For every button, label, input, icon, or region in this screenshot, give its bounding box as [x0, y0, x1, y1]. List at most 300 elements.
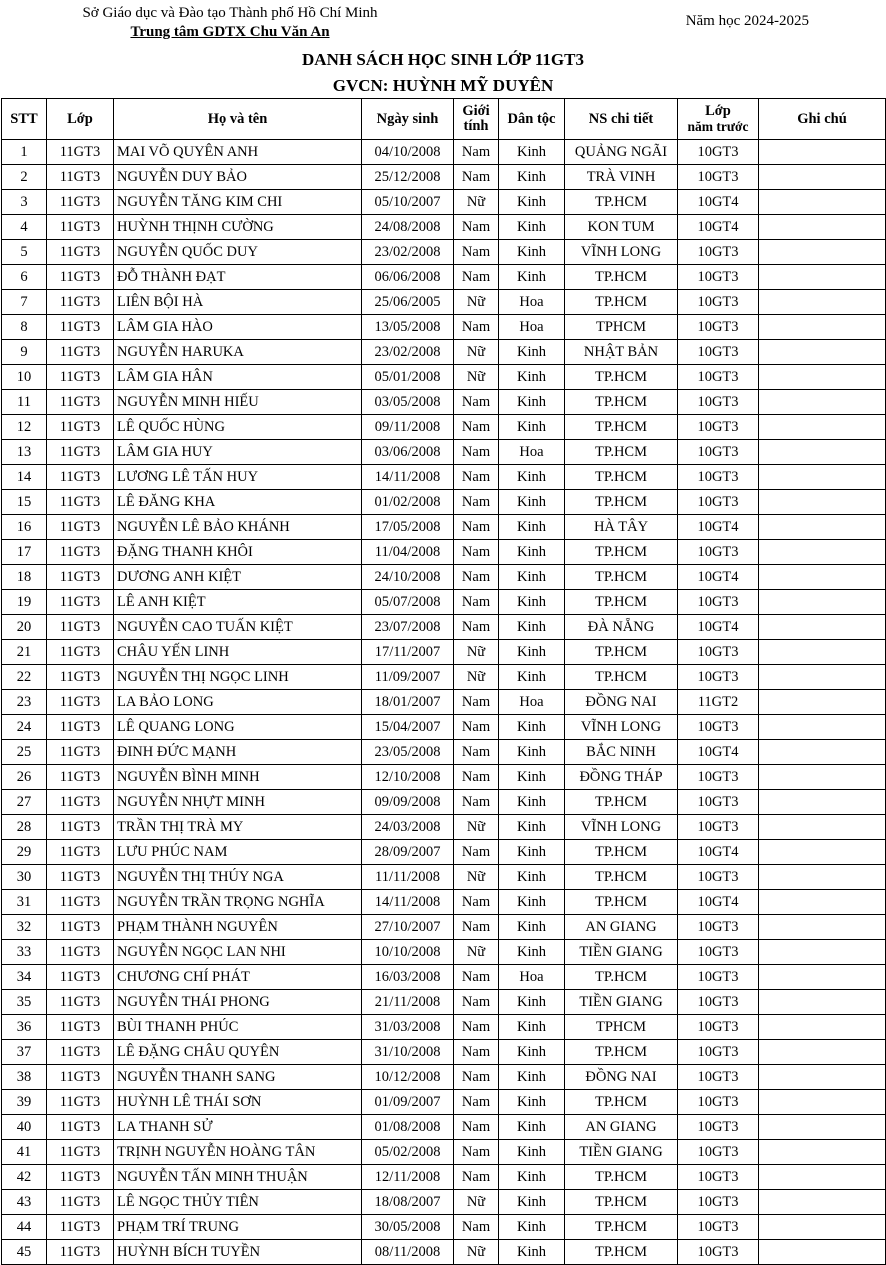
cell-class: 11GT3	[47, 140, 114, 165]
cell-previous-class: 10GT3	[678, 1215, 759, 1240]
header-previous-class-line2: năm trước	[687, 119, 749, 134]
cell-gender: Nam	[454, 515, 499, 540]
cell-ethnicity: Kinh	[499, 790, 565, 815]
cell-notes	[759, 890, 886, 915]
cell-full-name: NGUYỄN THÁI PHONG	[114, 990, 362, 1015]
cell-stt: 35	[2, 990, 47, 1015]
cell-previous-class: 10GT4	[678, 215, 759, 240]
table-row	[2, 840, 886, 865]
cell-class: 11GT3	[47, 390, 114, 415]
cell-previous-class: 10GT3	[678, 165, 759, 190]
cell-stt: 9	[2, 340, 47, 365]
cell-previous-class: 10GT3	[678, 1090, 759, 1115]
cell-gender: Nam	[454, 615, 499, 640]
cell-notes	[759, 315, 886, 340]
header-birthplace: NS chi tiết	[565, 99, 678, 140]
cell-gender: Nam	[454, 715, 499, 740]
cell-class: 11GT3	[47, 315, 114, 340]
cell-stt: 36	[2, 1015, 47, 1040]
cell-gender: Nữ	[454, 340, 499, 365]
cell-birthplace: ĐÀ NẴNG	[565, 615, 678, 640]
table-row	[2, 140, 886, 165]
cell-stt: 27	[2, 790, 47, 815]
cell-class: 11GT3	[47, 790, 114, 815]
cell-previous-class: 10GT3	[678, 415, 759, 440]
cell-birth-date: 10/12/2008	[362, 1065, 454, 1090]
cell-birth-date: 11/09/2007	[362, 665, 454, 690]
cell-full-name: LÊ NGỌC THỦY TIÊN	[114, 1190, 362, 1215]
cell-full-name: LÊ QUANG LONG	[114, 715, 362, 740]
cell-birth-date: 05/01/2008	[362, 365, 454, 390]
cell-full-name: NGUYỄN MINH HIẾU	[114, 390, 362, 415]
cell-class: 11GT3	[47, 1240, 114, 1265]
cell-full-name: PHẠM THÀNH NGUYÊN	[114, 915, 362, 940]
cell-gender: Nam	[454, 1040, 499, 1065]
cell-full-name: TRẦN THỊ TRÀ MY	[114, 815, 362, 840]
cell-class: 11GT3	[47, 665, 114, 690]
cell-class: 11GT3	[47, 565, 114, 590]
cell-birth-date: 16/03/2008	[362, 965, 454, 990]
cell-stt: 16	[2, 515, 47, 540]
cell-stt: 21	[2, 640, 47, 665]
table-row	[2, 790, 886, 815]
cell-birthplace: TP.HCM	[565, 415, 678, 440]
cell-birthplace: TP.HCM	[565, 440, 678, 465]
cell-class: 11GT3	[47, 440, 114, 465]
cell-stt: 4	[2, 215, 47, 240]
cell-stt: 6	[2, 265, 47, 290]
cell-gender: Nữ	[454, 1190, 499, 1215]
cell-gender: Nam	[454, 1065, 499, 1090]
cell-previous-class: 10GT3	[678, 1190, 759, 1215]
table-row	[2, 690, 886, 715]
cell-birthplace: VĨNH LONG	[565, 815, 678, 840]
cell-birthplace: QUẢNG NGÃI	[565, 140, 678, 165]
cell-previous-class: 10GT3	[678, 290, 759, 315]
cell-notes	[759, 1165, 886, 1190]
cell-stt: 24	[2, 715, 47, 740]
cell-full-name: LÂM GIA HUY	[114, 440, 362, 465]
cell-ethnicity: Kinh	[499, 765, 565, 790]
table-row	[2, 215, 886, 240]
cell-birthplace: TIỀN GIANG	[565, 940, 678, 965]
cell-stt: 5	[2, 240, 47, 265]
cell-class: 11GT3	[47, 1190, 114, 1215]
table-row	[2, 715, 886, 740]
table-row	[2, 940, 886, 965]
cell-birth-date: 05/10/2007	[362, 190, 454, 215]
cell-notes	[759, 815, 886, 840]
cell-previous-class: 10GT3	[678, 465, 759, 490]
cell-class: 11GT3	[47, 340, 114, 365]
cell-notes	[759, 1190, 886, 1215]
table-row	[2, 1065, 886, 1090]
cell-full-name: CHƯƠNG CHÍ PHÁT	[114, 965, 362, 990]
cell-class: 11GT3	[47, 1165, 114, 1190]
cell-birthplace: TIỀN GIANG	[565, 1140, 678, 1165]
cell-previous-class: 10GT3	[678, 1115, 759, 1140]
cell-birth-date: 05/02/2008	[362, 1140, 454, 1165]
cell-gender: Nam	[454, 415, 499, 440]
cell-class: 11GT3	[47, 615, 114, 640]
cell-birthplace: TP.HCM	[565, 365, 678, 390]
cell-notes	[759, 340, 886, 365]
cell-birthplace: TP.HCM	[565, 565, 678, 590]
cell-birth-date: 23/02/2008	[362, 340, 454, 365]
cell-stt: 25	[2, 740, 47, 765]
cell-birthplace: TP.HCM	[565, 890, 678, 915]
cell-birthplace: TP.HCM	[565, 265, 678, 290]
cell-notes	[759, 1065, 886, 1090]
cell-class: 11GT3	[47, 1090, 114, 1115]
cell-gender: Nam	[454, 1215, 499, 1240]
cell-birthplace: NHẬT BẢN	[565, 340, 678, 365]
cell-previous-class: 10GT3	[678, 965, 759, 990]
cell-birthplace: TP.HCM	[565, 1090, 678, 1115]
cell-full-name: LA THANH SỬ	[114, 1115, 362, 1140]
table-row	[2, 1240, 886, 1265]
cell-ethnicity: Kinh	[499, 190, 565, 215]
cell-stt: 28	[2, 815, 47, 840]
table-row	[2, 965, 886, 990]
table-row	[2, 865, 886, 890]
cell-previous-class: 10GT3	[678, 540, 759, 565]
cell-previous-class: 10GT4	[678, 615, 759, 640]
cell-stt: 26	[2, 765, 47, 790]
page-title: DANH SÁCH HỌC SINH LỚP 11GT3	[302, 50, 584, 69]
cell-birth-date: 12/10/2008	[362, 765, 454, 790]
cell-full-name: NGUYỄN QUỐC DUY	[114, 240, 362, 265]
cell-class: 11GT3	[47, 690, 114, 715]
cell-previous-class: 10GT3	[678, 265, 759, 290]
cell-stt: 29	[2, 840, 47, 865]
cell-class: 11GT3	[47, 840, 114, 865]
cell-birthplace: VĨNH LONG	[565, 715, 678, 740]
cell-previous-class: 10GT3	[678, 990, 759, 1015]
table-row	[2, 915, 886, 940]
table-row	[2, 165, 886, 190]
cell-gender: Nam	[454, 765, 499, 790]
cell-class: 11GT3	[47, 265, 114, 290]
cell-class: 11GT3	[47, 1115, 114, 1140]
cell-gender: Nam	[454, 1115, 499, 1140]
cell-previous-class: 10GT4	[678, 515, 759, 540]
table-row	[2, 1090, 886, 1115]
header-gender	[454, 99, 499, 140]
cell-full-name: CHÂU YẾN LINH	[114, 640, 362, 665]
cell-gender: Nam	[454, 840, 499, 865]
cell-birthplace: TP.HCM	[565, 665, 678, 690]
cell-previous-class: 10GT3	[678, 815, 759, 840]
cell-class: 11GT3	[47, 915, 114, 940]
header-ethnicity: Dân tộc	[499, 99, 565, 140]
cell-notes	[759, 1240, 886, 1265]
table-row	[2, 815, 886, 840]
cell-notes	[759, 990, 886, 1015]
cell-stt: 15	[2, 490, 47, 515]
cell-stt: 13	[2, 440, 47, 465]
cell-ethnicity: Kinh	[499, 665, 565, 690]
cell-notes	[759, 540, 886, 565]
cell-full-name: PHẠM TRÍ TRUNG	[114, 1215, 362, 1240]
cell-previous-class: 10GT3	[678, 440, 759, 465]
cell-previous-class: 10GT3	[678, 915, 759, 940]
cell-gender: Nam	[454, 540, 499, 565]
cell-gender: Nữ	[454, 865, 499, 890]
cell-full-name: NGUYỄN DUY BẢO	[114, 165, 362, 190]
cell-class: 11GT3	[47, 1015, 114, 1040]
teacher-title: GVCN: HUỲNH MỸ DUYÊN	[332, 76, 554, 95]
student-table	[1, 98, 886, 1265]
cell-gender: Nam	[454, 1165, 499, 1190]
cell-previous-class: 10GT3	[678, 315, 759, 340]
cell-birth-date: 24/03/2008	[362, 815, 454, 840]
cell-birthplace: TP.HCM	[565, 865, 678, 890]
table-row	[2, 1140, 886, 1165]
cell-ethnicity: Kinh	[499, 1040, 565, 1065]
cell-birthplace: TPHCM	[565, 315, 678, 340]
cell-gender: Nam	[454, 740, 499, 765]
cell-notes	[759, 1040, 886, 1065]
table-row	[2, 1190, 886, 1215]
cell-full-name: NGUYỄN HARUKA	[114, 340, 362, 365]
cell-stt: 40	[2, 1115, 47, 1140]
header-birth-date: Ngày sinh	[362, 99, 454, 140]
header-previous-class	[678, 99, 759, 140]
cell-birthplace: AN GIANG	[565, 1115, 678, 1140]
cell-previous-class: 10GT3	[678, 1065, 759, 1090]
cell-notes	[759, 640, 886, 665]
cell-full-name: NGUYỄN NHỰT MINH	[114, 790, 362, 815]
cell-class: 11GT3	[47, 865, 114, 890]
cell-birthplace: TP.HCM	[565, 590, 678, 615]
cell-gender: Nam	[454, 690, 499, 715]
cell-gender: Nam	[454, 1090, 499, 1115]
cell-birthplace: TP.HCM	[565, 965, 678, 990]
cell-previous-class: 10GT3	[678, 390, 759, 415]
cell-ethnicity: Kinh	[499, 815, 565, 840]
cell-stt: 18	[2, 565, 47, 590]
cell-full-name: LÂM GIA HÂN	[114, 365, 362, 390]
cell-stt: 20	[2, 615, 47, 640]
cell-notes	[759, 515, 886, 540]
cell-full-name: NGUYỄN TẤN MINH THUẬN	[114, 1165, 362, 1190]
cell-birthplace: TP.HCM	[565, 1165, 678, 1190]
cell-stt: 41	[2, 1140, 47, 1165]
cell-birth-date: 13/05/2008	[362, 315, 454, 340]
cell-birthplace: TIỀN GIANG	[565, 990, 678, 1015]
cell-previous-class: 10GT3	[678, 140, 759, 165]
cell-birth-date: 03/06/2008	[362, 440, 454, 465]
cell-birthplace: TP.HCM	[565, 290, 678, 315]
cell-stt: 14	[2, 465, 47, 490]
cell-class: 11GT3	[47, 1065, 114, 1090]
cell-stt: 37	[2, 1040, 47, 1065]
cell-stt: 22	[2, 665, 47, 690]
cell-birth-date: 03/05/2008	[362, 390, 454, 415]
table-row	[2, 465, 886, 490]
cell-gender: Nam	[454, 1015, 499, 1040]
cell-full-name: LÊ ANH KIỆT	[114, 590, 362, 615]
cell-full-name: NGUYỄN THỊ NGỌC LINH	[114, 665, 362, 690]
table-row	[2, 1165, 886, 1190]
cell-birth-date: 24/10/2008	[362, 565, 454, 590]
cell-notes	[759, 1215, 886, 1240]
table-row	[2, 415, 886, 440]
cell-class: 11GT3	[47, 890, 114, 915]
cell-gender: Nam	[454, 790, 499, 815]
cell-birth-date: 14/11/2008	[362, 890, 454, 915]
table-row	[2, 315, 886, 340]
cell-full-name: NGUYỄN TĂNG KIM CHI	[114, 190, 362, 215]
cell-notes	[759, 365, 886, 390]
cell-birth-date: 31/03/2008	[362, 1015, 454, 1040]
cell-birth-date: 30/05/2008	[362, 1215, 454, 1240]
school-year: Năm học 2024-2025	[685, 13, 809, 29]
cell-gender: Nam	[454, 215, 499, 240]
cell-full-name: LÊ QUỐC HÙNG	[114, 415, 362, 440]
cell-stt: 8	[2, 315, 47, 340]
cell-birthplace: ĐỒNG THÁP	[565, 765, 678, 790]
cell-notes	[759, 665, 886, 690]
cell-class: 11GT3	[47, 515, 114, 540]
cell-stt: 42	[2, 1165, 47, 1190]
cell-notes	[759, 165, 886, 190]
cell-ethnicity: Kinh	[499, 590, 565, 615]
cell-notes	[759, 290, 886, 315]
cell-notes	[759, 415, 886, 440]
cell-birthplace: ĐỒNG NAI	[565, 690, 678, 715]
cell-class: 11GT3	[47, 965, 114, 990]
cell-birthplace: TP.HCM	[565, 640, 678, 665]
cell-stt: 33	[2, 940, 47, 965]
cell-birthplace: TP.HCM	[565, 1215, 678, 1240]
cell-previous-class: 10GT3	[678, 590, 759, 615]
cell-previous-class: 10GT3	[678, 715, 759, 740]
cell-ethnicity: Kinh	[499, 515, 565, 540]
cell-full-name: LÊ ĐĂNG KHA	[114, 490, 362, 515]
cell-class: 11GT3	[47, 990, 114, 1015]
table-row	[2, 590, 886, 615]
cell-class: 11GT3	[47, 1040, 114, 1065]
table-row	[2, 290, 886, 315]
cell-notes	[759, 840, 886, 865]
cell-full-name: ĐẶNG THANH KHÔI	[114, 540, 362, 565]
department-name: Sở Giáo dục và Đào tạo Thành phố Hồ Chí Minh	[82, 5, 378, 21]
cell-notes	[759, 690, 886, 715]
cell-previous-class: 10GT4	[678, 565, 759, 590]
cell-full-name: LÂM GIA HÀO	[114, 315, 362, 340]
cell-ethnicity: Kinh	[499, 915, 565, 940]
cell-previous-class: 11GT2	[678, 690, 759, 715]
cell-full-name: NGUYỄN TRẦN TRỌNG NGHĨA	[114, 890, 362, 915]
cell-class: 11GT3	[47, 290, 114, 315]
cell-birth-date: 04/10/2008	[362, 140, 454, 165]
cell-gender: Nữ	[454, 665, 499, 690]
cell-full-name: NGUYỄN NGỌC LAN NHI	[114, 940, 362, 965]
cell-notes	[759, 265, 886, 290]
cell-stt: 43	[2, 1190, 47, 1215]
cell-previous-class: 10GT3	[678, 340, 759, 365]
cell-gender: Nam	[454, 990, 499, 1015]
table-row	[2, 440, 886, 465]
cell-notes	[759, 790, 886, 815]
table-row	[2, 1215, 886, 1240]
cell-gender: Nữ	[454, 940, 499, 965]
cell-notes	[759, 765, 886, 790]
header-gender-line1: Giới	[462, 103, 490, 119]
cell-ethnicity: Kinh	[499, 1065, 565, 1090]
cell-stt: 31	[2, 890, 47, 915]
cell-gender: Nữ	[454, 1240, 499, 1265]
table-row	[2, 640, 886, 665]
cell-notes	[759, 1015, 886, 1040]
cell-full-name: TRỊNH NGUYỄN HOÀNG TÂN	[114, 1140, 362, 1165]
cell-notes	[759, 465, 886, 490]
cell-birthplace: VĨNH LONG	[565, 240, 678, 265]
cell-birthplace: TPHCM	[565, 1015, 678, 1040]
cell-stt: 11	[2, 390, 47, 415]
cell-ethnicity: Kinh	[499, 565, 565, 590]
table-row	[2, 990, 886, 1015]
cell-notes	[759, 740, 886, 765]
cell-previous-class: 10GT3	[678, 1140, 759, 1165]
table-row	[2, 740, 886, 765]
cell-ethnicity: Kinh	[499, 415, 565, 440]
cell-birth-date: 18/01/2007	[362, 690, 454, 715]
table-body	[2, 140, 886, 1265]
cell-gender: Nam	[454, 915, 499, 940]
cell-gender: Nữ	[454, 640, 499, 665]
cell-birth-date: 01/08/2008	[362, 1115, 454, 1140]
cell-class: 11GT3	[47, 540, 114, 565]
cell-birthplace: KON TUM	[565, 215, 678, 240]
cell-ethnicity: Kinh	[499, 615, 565, 640]
cell-birthplace: ĐỒNG NAI	[565, 1065, 678, 1090]
cell-full-name: HUỲNH THỊNH CƯỜNG	[114, 215, 362, 240]
cell-full-name: LÊ ĐẶNG CHÂU QUYÊN	[114, 1040, 362, 1065]
cell-ethnicity: Kinh	[499, 1165, 565, 1190]
cell-previous-class: 10GT3	[678, 940, 759, 965]
cell-class: 11GT3	[47, 190, 114, 215]
table-row	[2, 240, 886, 265]
cell-ethnicity: Kinh	[499, 1240, 565, 1265]
cell-previous-class: 10GT4	[678, 840, 759, 865]
cell-full-name: LƯƠNG LÊ TẤN HUY	[114, 465, 362, 490]
cell-birthplace: AN GIANG	[565, 915, 678, 940]
cell-class: 11GT3	[47, 815, 114, 840]
cell-ethnicity: Kinh	[499, 990, 565, 1015]
cell-stt: 32	[2, 915, 47, 940]
cell-birth-date: 25/12/2008	[362, 165, 454, 190]
cell-birth-date: 09/11/2008	[362, 415, 454, 440]
table-row	[2, 1015, 886, 1040]
cell-stt: 2	[2, 165, 47, 190]
cell-stt: 3	[2, 190, 47, 215]
cell-notes	[759, 615, 886, 640]
cell-full-name: HUỲNH BÍCH TUYỀN	[114, 1240, 362, 1265]
cell-full-name: NGUYỄN BÌNH MINH	[114, 765, 362, 790]
cell-class: 11GT3	[47, 740, 114, 765]
cell-class: 11GT3	[47, 1215, 114, 1240]
cell-full-name: DƯƠNG ANH KIỆT	[114, 565, 362, 590]
cell-birth-date: 09/09/2008	[362, 790, 454, 815]
cell-ethnicity: Kinh	[499, 890, 565, 915]
cell-stt: 1	[2, 140, 47, 165]
cell-full-name: MAI VÕ QUYÊN ANH	[114, 140, 362, 165]
cell-gender: Nam	[454, 140, 499, 165]
cell-ethnicity: Kinh	[499, 865, 565, 890]
